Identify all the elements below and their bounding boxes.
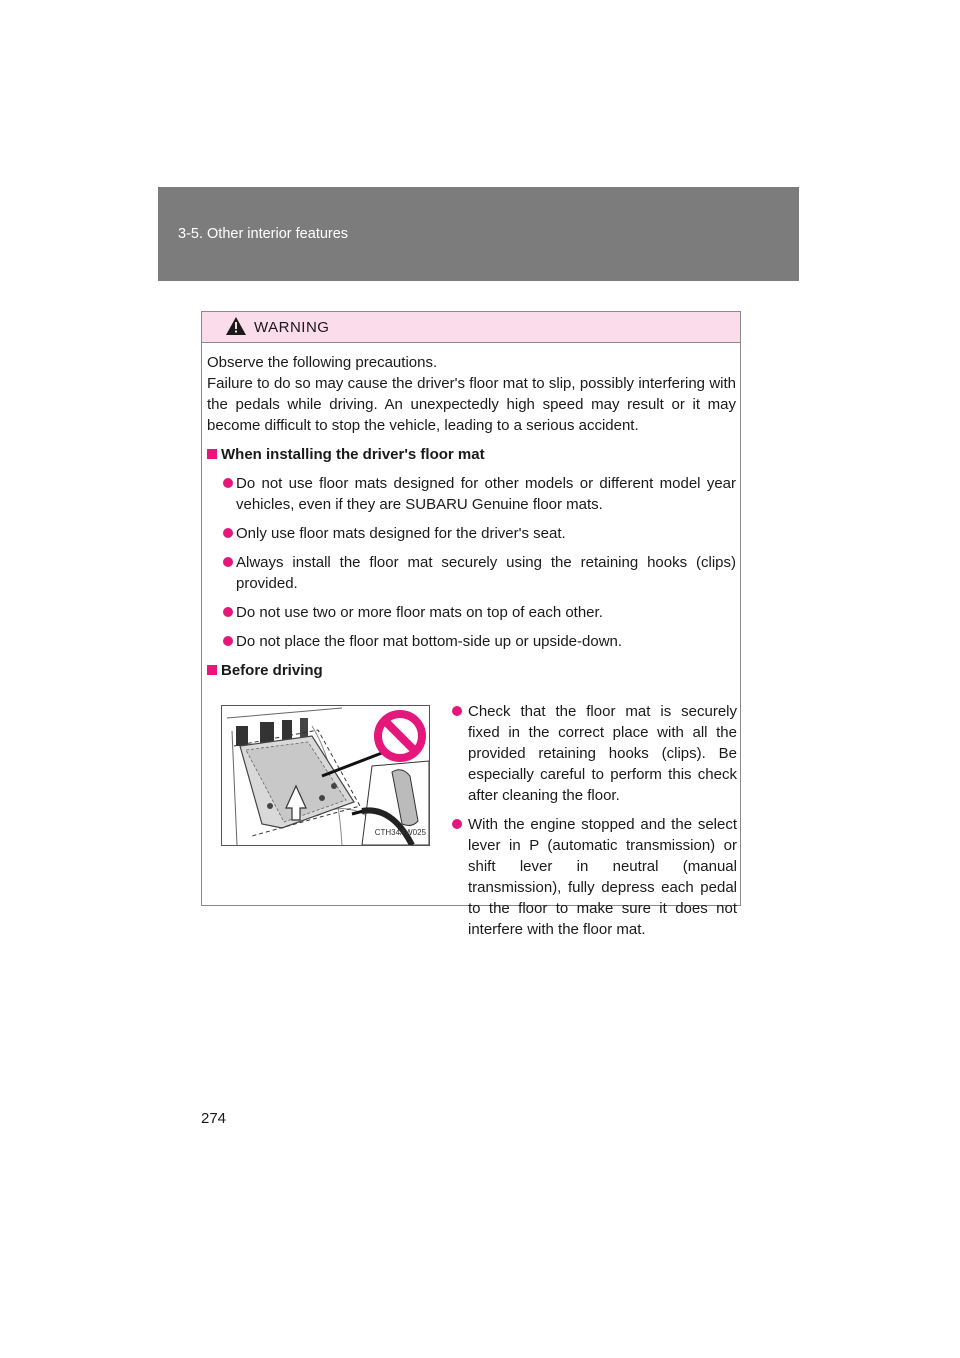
section-header: 3-5. Other interior features [178,226,349,242]
section-heading-before-driving: Before driving [207,660,736,681]
list-item: Check that the floor mat is securely fixed in the correct place with all the provided retaining hooks (clips). Be especially careful to perform this check after cleaning the floor. [439,701,737,806]
intro-line-1: Observe the following precautions. [207,354,438,371]
warning-header [202,312,740,343]
square-bullet-icon [207,449,217,459]
circle-bullet-icon [452,819,462,829]
list-item: Only use floor mats designed for the driver's seat. [207,523,736,544]
warning-body [207,352,737,938]
warning-title: WARNING [254,319,330,336]
section-heading-installing: When installing the driver's floor mat [207,444,736,465]
warning-triangle-icon [226,317,246,335]
circle-bullet-icon [223,478,233,488]
page-number: 274 [201,1110,227,1127]
list-item: Do not use two or more floor mats on top of each other. [207,602,736,623]
floor-mat-illustration [221,705,430,846]
list-item: Always install the floor mat securely using the retaining hooks (clips) provided. [207,552,736,594]
intro-paragraph: Failure to do so may cause the driver's floor mat to slip, possibly interfering with the pedals while driving. An unexpectedly high speed may result or it may become difficult to stop the vehicle, leading to a serious accident. [207,375,736,434]
figure-code: CTH34AW025 [374,828,426,837]
list-item: Do not use floor mats designed for other models or different model year vehicles, even if they are SUBARU Genuine floor mats. [207,473,736,515]
before-driving-bullets [439,701,737,948]
list-item: With the engine stopped and the select lever in P (automatic transmission) or shift lever in neutral (manual transmission), fully depress each pedal to the floor to make sure it does not interfere with the floor mat. [439,814,737,940]
circle-bullet-icon [223,557,233,567]
warning-box [201,311,741,938]
square-bullet-icon [207,665,217,675]
circle-bullet-icon [223,636,233,646]
list-item: Do not place the floor mat bottom-side up or upside-down. [207,631,736,652]
before-driving-content [207,687,737,938]
circle-bullet-icon [223,607,233,617]
circle-bullet-icon [223,528,233,538]
circle-bullet-icon [452,706,462,716]
